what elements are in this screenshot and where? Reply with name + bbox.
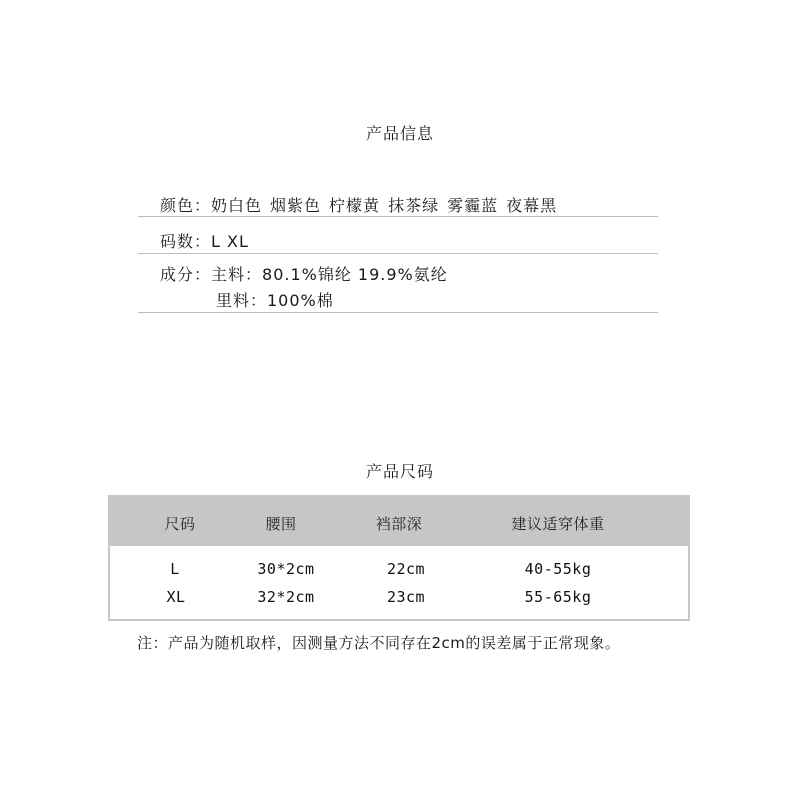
size-row [160, 229, 249, 252]
size-label: 码数： [160, 232, 212, 251]
color-option: 烟紫色 [270, 196, 322, 215]
size-table-header [110, 497, 688, 546]
composition-row [160, 262, 448, 285]
size-values: L XL [211, 232, 249, 251]
cell-waist: 32*2cm [257, 588, 315, 606]
cell-waist: 30*2cm [257, 560, 315, 578]
size-chart-title: 产品尺码 [365, 462, 434, 481]
color-option: 抹茶绿 [388, 196, 440, 215]
measurement-note: 注：产品为随机取样，因测量方法不同存在2cm的误差属于正常现象。 [137, 634, 621, 652]
composition-label: 成分： [160, 265, 212, 284]
divider [138, 312, 658, 313]
size-table [108, 495, 690, 621]
color-option: 奶白色 [211, 196, 263, 215]
lining-row [216, 288, 334, 311]
lining-fabric: 里料：100%棉 [216, 291, 334, 310]
main-fabric: 主料：80.1%锦纶 19.9%氨纶 [211, 265, 448, 284]
color-option: 雾霾蓝 [447, 196, 499, 215]
color-row [160, 193, 557, 216]
cell-size: XL [166, 588, 186, 606]
cell-weight: 40-55kg [524, 560, 592, 578]
header-waist: 腰围 [265, 515, 297, 533]
cell-weight: 55-65kg [524, 588, 592, 606]
color-option: 柠檬黄 [329, 196, 381, 215]
header-size: 尺码 [164, 515, 196, 533]
divider [138, 253, 658, 254]
cell-rise: 23cm [386, 588, 426, 606]
header-weight: 建议适穿体重 [511, 515, 605, 533]
cell-rise: 22cm [386, 560, 426, 578]
color-label: 颜色： [160, 196, 212, 215]
cell-size: L [170, 560, 180, 578]
divider [138, 216, 658, 217]
product-info-title: 产品信息 [365, 124, 434, 143]
header-rise: 裆部深 [375, 515, 423, 533]
color-option: 夜幕黑 [506, 196, 558, 215]
